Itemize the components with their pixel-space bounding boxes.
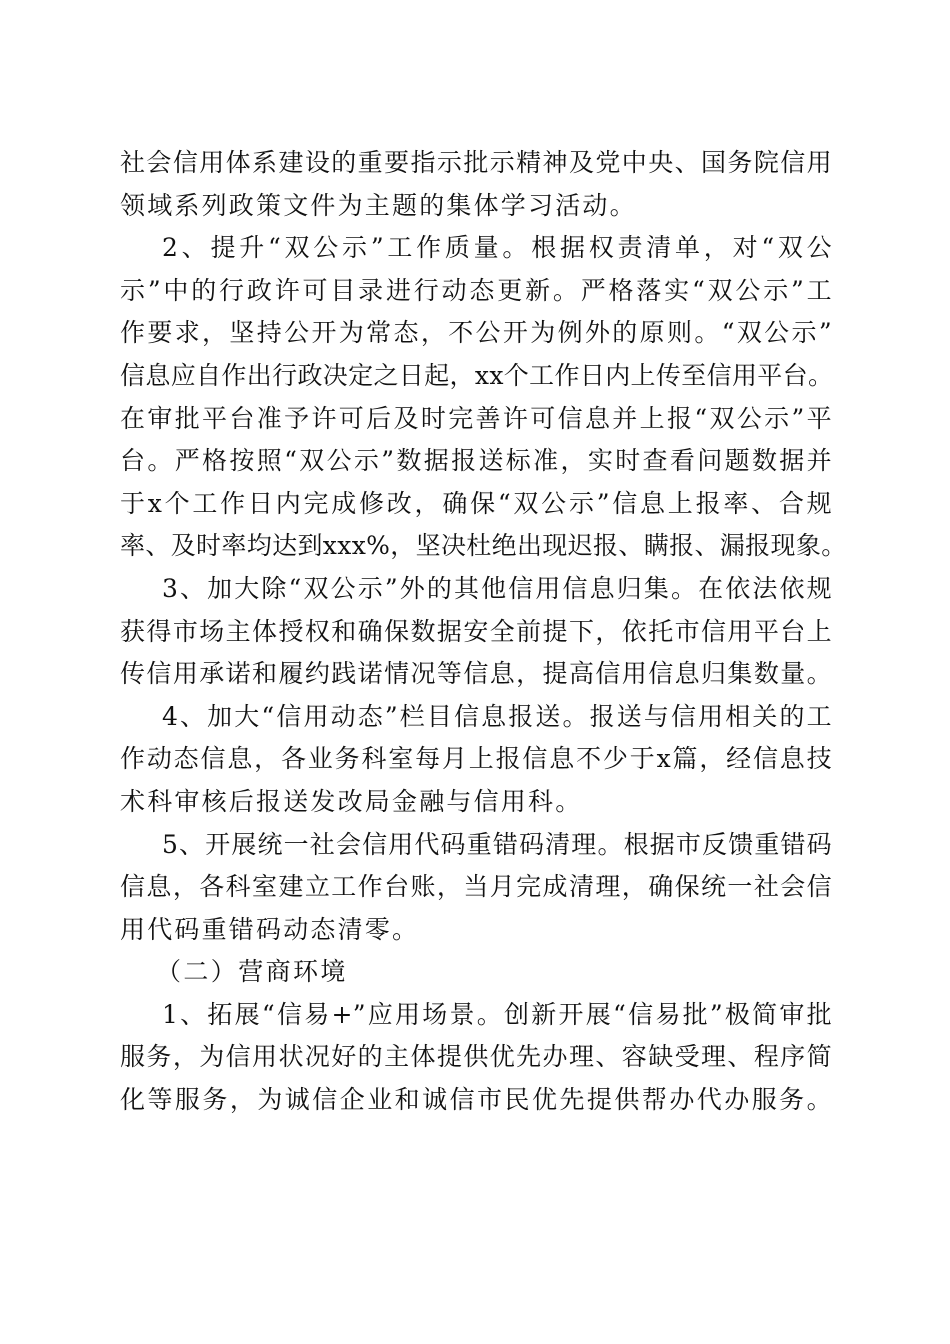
text-line: 在审批平台准予许可后及时完善许可信息并上报“双公示”平: [120, 403, 832, 433]
text-line: 5、开展统一社会信用代码重错码清理。根据市反馈重错码: [162, 829, 832, 859]
paragraph: [120, 568, 832, 696]
text-line: 传信用承诺和履约践诺情况等信息，提高信用信息归集数量。: [120, 659, 832, 689]
text-line: 2、提升“双公示”工作质量。根据权责清单，对“双公: [162, 233, 832, 263]
paragraph: [120, 696, 832, 824]
text-line: 化等服务，为诚信企业和诚信市民优先提供帮办代办服务。: [120, 1085, 832, 1115]
text-line: 1、拓展“信易+”应用场景。创新开展“信易批”极简审批: [162, 999, 832, 1029]
text-line: 3、加大除“双公示”外的其他信用信息归集。在依法依规: [162, 573, 832, 603]
section-heading: [120, 951, 832, 994]
text-line: 术科审核后报送发改局金融与信用科。: [120, 786, 583, 816]
text-line: 4、加大“信用动态”栏目信息报送。报送与信用相关的工: [162, 701, 832, 731]
heading-text: （二）营商环境: [156, 957, 348, 987]
text-line: 信息，各科室建立工作台账，当月完成清理，确保统一社会信: [120, 872, 832, 902]
text-line: 服务，为信用状况好的主体提供优先办理、容缺受理、程序简: [120, 1042, 832, 1072]
paragraph: [120, 142, 832, 227]
paragraph: [120, 227, 847, 568]
text-line: 作要求，坚持公开为常态，不公开为例外的原则。“双公示”: [120, 318, 832, 348]
text-line: 社会信用体系建设的重要指示批示精神及党中央、国务院信用: [120, 148, 832, 177]
text-line: 于x个工作日内完成修改，确保“双公示”信息上报率、合规: [120, 488, 832, 518]
text-line: 率、及时率均达到xxx%，坚决杜绝出现迟报、瞒报、漏报现象。: [120, 531, 847, 561]
text-line: 领域系列政策文件为主题的集体学习活动。: [120, 190, 637, 220]
text-line: 作动态信息，各业务科室每月上报信息不少于x篇，经信息技: [120, 744, 832, 774]
text-line: 用代码重错码动态清零。: [120, 914, 420, 944]
document-body: [120, 142, 847, 1122]
paragraph: [120, 824, 832, 952]
text-line: 信息应自作出行政决定之日起，xx个工作日内上传至信用平台。: [120, 360, 834, 390]
text-line: 台。严格按照“双公示”数据报送标准，实时查看问题数据并: [120, 446, 832, 476]
text-line: 获得市场主体授权和确保数据安全前提下，依托市信用平台上: [120, 616, 832, 646]
text-line: 示”中的行政许可目录进行动态更新。严格落实“双公示”工: [120, 275, 832, 305]
paragraph: [120, 994, 832, 1122]
